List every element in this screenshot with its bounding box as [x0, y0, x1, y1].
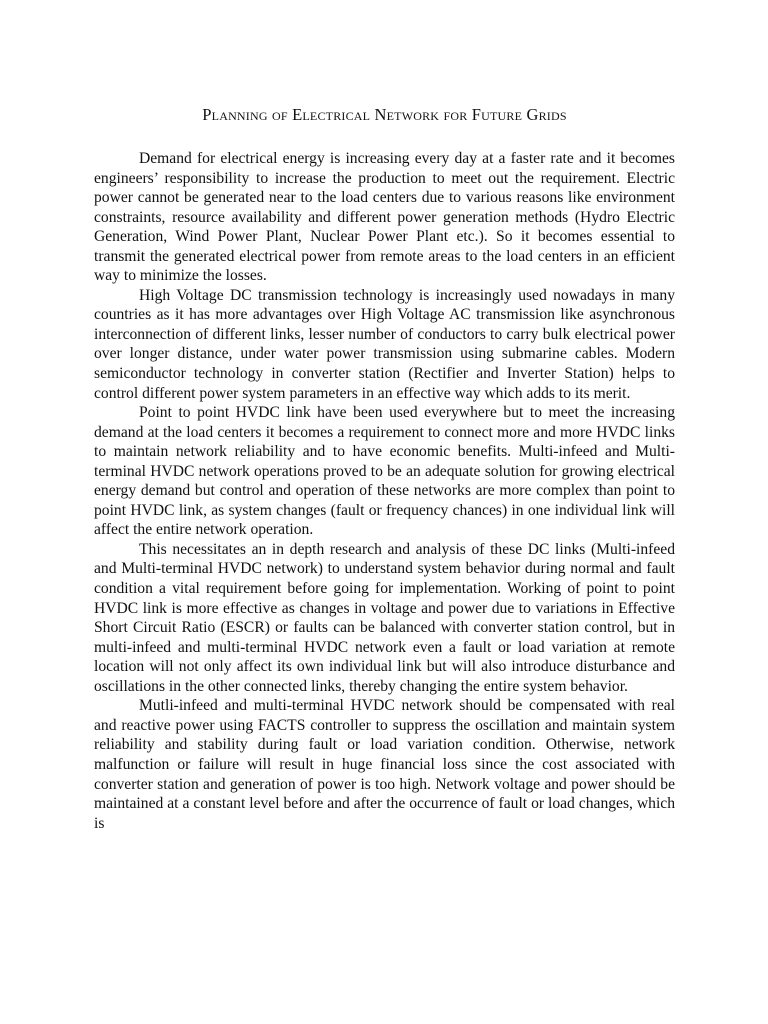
document-body — [94, 149, 675, 833]
paragraph-4: This necessitates an in depth research and analysis of these DC links (Multi-infeed and Multi-terminal HVDC network) to understand system behavior during normal and fault condition a vital requirement before going for implementation. Working of point to point HVDC link is more effective as changes in voltage and power due to variations in Effective Short Circuit Ratio (ESCR) or faults can be balanced with converter station control, but in multi-infeed and multi-terminal HVDC network even a fault or load variation at remote location will not only affect its own individual link but will also introduce disturbance and oscillations in the other connected links, thereby changing the entire system behavior. — [94, 540, 675, 695]
paragraph-2: High Voltage DC transmission technology is increasingly used nowadays in many countries as it has more advantages over High Voltage AC transmission like asynchronous interconnection of different links, lesser number of conductors to carry bulk electrical power over longer distance, under water power transmission using submarine cables. Modern semiconductor technology in converter station (Rectifier and Inverter Station) helps to control different power system parameters in an effective way which adds to its merit. — [94, 286, 675, 402]
document-title: Planning of Electrical Network for Future Grids — [202, 105, 567, 124]
paragraph-1: Demand for electrical energy is increasing every day at a faster rate and it becomes engineers’ responsibility to increase the production to meet out the requirement. Electric power cannot be generated near to the load centers due to various reasons like environment constraints, resource availability and different power generation methods (Hydro Electric Generation, Wind Power Plant, Nuclear Power Plant etc.). So it becomes essential to transmit the generated electrical power from remote areas to the load centers in an efficient way to minimize the losses. — [94, 150, 675, 285]
paragraph-3: Point to point HVDC link have been used everywhere but to meet the increasing demand at the load centers it becomes a requirement to connect more and more HVDC links to maintain network reliability and to have economic benefits. Multi-infeed and Multi-terminal HVDC network operations proved to be an adequate solution for growing electrical energy demand but control and operation of these networks are more complex than point to point HVDC link, as system changes (fault or frequency chances) in one individual link will affect the entire network operation. — [94, 404, 675, 539]
paragraph-5: Mutli-infeed and multi-terminal HVDC network should be compensated with real and reactive power using FACTS controller to suppress the oscillation and maintain system reliability and stability during fault or load variation condition. Otherwise, network malfunction or failure will result in huge financial loss since the cost associated with converter station and generation of power is too high. Network voltage and power should be maintained at a constant level before and after the occurrence of fault or load changes, which is — [94, 697, 675, 832]
